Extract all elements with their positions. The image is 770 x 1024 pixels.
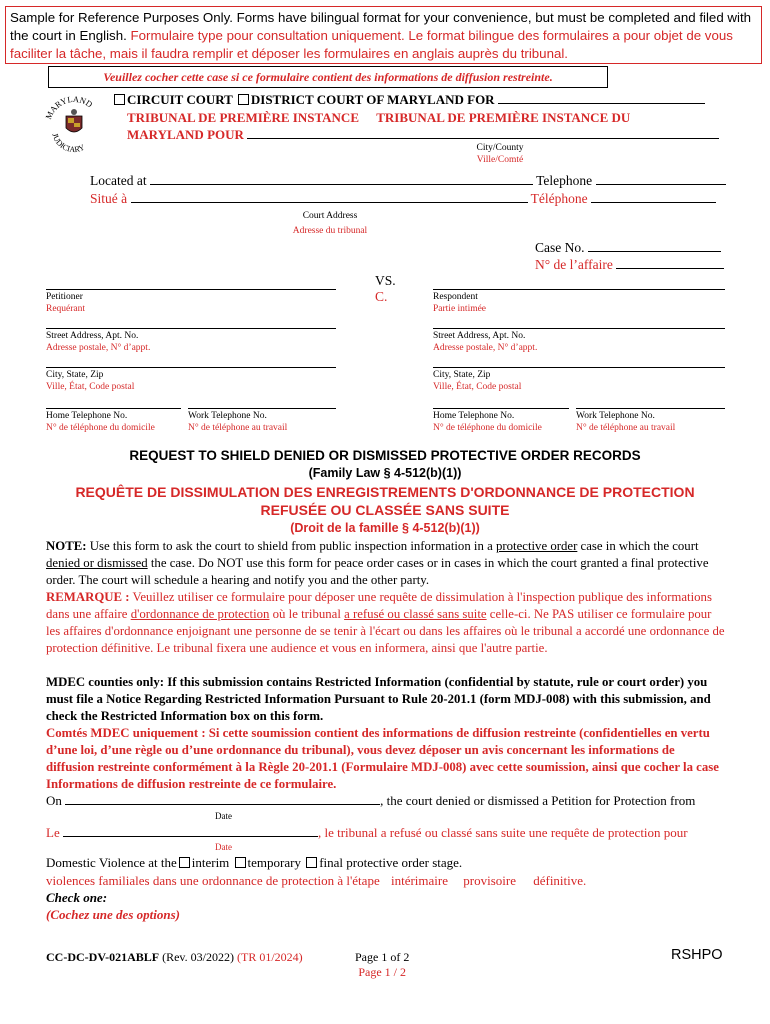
- le-rest-text: , le tribunal a refusé ou classé sans suite une requête de protection pour: [317, 825, 688, 840]
- form-title: REQUEST TO SHIELD DENIED OR DISMISSED PROTECTIVE ORDER RECORDS: [129, 448, 641, 463]
- petitioner-city-text-fr: Ville, État, Code postal: [46, 382, 135, 392]
- telephone-label-fr: Téléphone: [530, 191, 588, 206]
- form-id: CC-DC-DV-021ABLF: [46, 950, 160, 964]
- respondent-city-line[interactable]: [433, 367, 725, 368]
- petitioner-text: Petitioner: [46, 292, 83, 302]
- district-court-label: DISTRICT COURT OF MARYLAND FOR: [250, 92, 495, 107]
- temporary-label-fr: provisoire: [463, 873, 516, 888]
- seal-bottom-text: JUDICIARY: [50, 132, 86, 154]
- respondent-work-tel-text-fr: N° de téléphone au travail: [576, 423, 676, 433]
- dv-text: Domestic Violence at the: [46, 855, 177, 870]
- circuit-court-fr: TRIBUNAL DE PREMIÈRE INSTANCE: [127, 110, 359, 125]
- petitioner-street-text: Street Address, Apt. No.: [46, 331, 139, 341]
- respondent-work-tel-text: Work Telephone No.: [576, 411, 655, 421]
- final-checkbox[interactable]: [306, 857, 317, 868]
- vs-text: VS.: [375, 273, 396, 288]
- located-field[interactable]: [150, 184, 533, 185]
- case-no-row-fr: [535, 257, 724, 273]
- banner-english: Sample for Reference Purposes Only. Forms have bilingual format for your convenience, but must be completed and filed with the court in English.: [10, 10, 752, 43]
- respondent-text: Respondent: [433, 292, 478, 302]
- form-translation-rev: (TR 01/2024): [237, 950, 303, 964]
- located-row-fr: [90, 191, 716, 207]
- petitioner-home-tel-text: Home Telephone No.: [46, 411, 128, 421]
- located-row: [90, 173, 726, 189]
- respondent-street-label: [433, 330, 537, 354]
- petitioner-work-tel-text-fr: N° de téléphone au travail: [188, 423, 288, 433]
- banner-french: Formulaire type pour consultation uniquement. Le format bilingue des formulaires a pour objet de vous faciliter la tâche, mais il faudra remplir et déposer les formulaires en anglais auprès du tribunal.: [10, 28, 733, 61]
- temporary-checkbox[interactable]: [235, 857, 246, 868]
- petitioner-city-label: [46, 369, 134, 393]
- form-code: RSHPO: [671, 947, 723, 963]
- circuit-court-label: CIRCUIT COURT: [127, 92, 233, 107]
- note-fr-text-1: Veuillez utiliser ce formulaire pour déposer une requête de dissimulation à l'inspection publique des informations dans une affaire: [46, 590, 712, 621]
- respondent-street-text: Street Address, Apt. No.: [433, 331, 526, 341]
- seal-top-text: MARYLAND: [44, 93, 95, 121]
- court-address-label: [270, 210, 390, 237]
- page-number-text-fr: Page 1 / 2: [358, 965, 406, 979]
- petitioner-street-text-fr: Adresse postale, N° d’appt.: [46, 343, 151, 353]
- respondent-label: [433, 291, 486, 315]
- petitioner-text-fr: Requérant: [46, 304, 86, 314]
- note-paragraph: [46, 538, 726, 589]
- located-label-fr: Situé à: [90, 191, 128, 206]
- interim-label: interim: [191, 855, 230, 870]
- court-address-text-fr: Adresse du tribunal: [292, 226, 368, 236]
- case-no-label: Case No.: [535, 240, 585, 255]
- petitioner-name-line[interactable]: [46, 289, 336, 290]
- final-label: final protective order stage.: [319, 855, 463, 870]
- form-id-footer: [46, 950, 303, 965]
- petitioner-street-line[interactable]: [46, 328, 336, 329]
- form-law-citation: (Family Law § 4-512(b)(1)): [308, 466, 462, 480]
- mdec-paragraph: MDEC counties only: If this submission contains Restricted Information (confidential by statute, rule or court order) you must file a Notice Regarding Restricted Information Pursuant to Rule 20-201.1 (form MDJ-008) with this submission, and check the Restricted Information box on this form.: [46, 675, 711, 723]
- note-fr-text-2: où le tribunal: [272, 607, 341, 621]
- respondent-work-tel-label: [576, 410, 675, 434]
- respondent-home-tel-label: [433, 410, 542, 434]
- city-county-text: City/County: [476, 143, 524, 153]
- note-fr-underline-2: a refusé ou classé sans suite: [344, 607, 487, 621]
- telephone-field[interactable]: [596, 184, 726, 185]
- note-label: NOTE:: [46, 539, 87, 553]
- petitioner-home-tel-line[interactable]: [46, 408, 181, 409]
- note-text-2: case in which the court: [580, 539, 699, 553]
- note-fr-text-3: celle-ci. Ne PAS utiliser ce formulaire pour les affaires d'ordonnance enjoignant une personne de se tenir à l'écart ou dans les affaires où le tribunal a accordé une ordonnance de protection définitive. Le tribunal fixera une audience et vous en informera, ainsi que l'autre partie.: [46, 607, 725, 655]
- petitioner-city-line[interactable]: [46, 367, 336, 368]
- page-number: [355, 950, 409, 980]
- respondent-name-line[interactable]: [433, 289, 725, 290]
- court-fr-row: [127, 110, 630, 126]
- respondent-work-tel-line[interactable]: [576, 408, 725, 409]
- court-address-text: Court Address: [302, 211, 358, 221]
- respondent-street-line[interactable]: [433, 328, 725, 329]
- vs-text-fr: C.: [375, 289, 388, 304]
- maryland-fr-row: [127, 127, 719, 143]
- form-title-fr-2: REFUSÉE OU CLASSÉE SANS SUITE: [260, 502, 510, 518]
- on-date-label: Date: [215, 811, 232, 821]
- respondent-text-fr: Partie intimée: [433, 304, 487, 314]
- interim-label-fr: intérimaire: [390, 873, 448, 888]
- interim-checkbox[interactable]: [179, 857, 190, 868]
- page-number-text: Page 1 of 2: [355, 950, 410, 964]
- note-fr-underline-1: d'ordonnance de protection: [130, 607, 270, 621]
- final-label-fr: définitive.: [533, 873, 587, 888]
- note-text-1: Use this form to ask the court to shield from public inspection information in a: [89, 539, 493, 553]
- on-label: On: [46, 793, 62, 808]
- le-date-row: [46, 825, 688, 841]
- case-no-field[interactable]: [588, 251, 721, 252]
- circuit-court-checkbox[interactable]: [114, 94, 125, 105]
- city-county-label: [440, 142, 560, 166]
- respondent-city-label: [433, 369, 521, 393]
- form-title-fr-1: REQUÊTE DE DISSIMULATION DES ENREGISTREMENTS D'ORDONNANCE DE PROTECTION: [75, 484, 695, 500]
- court-select-row: [112, 92, 705, 108]
- mdec-paragraph-fr: Comtés MDEC uniquement : Si cette soumission contient des informations de diffusion restreinte (confidentielles en vertu d’une loi, d’une règle ou d’une ordonnance du tribunal), vous devez déposer un avis concernant les informations de diffusion restreinte conformément à la Règle 20-201.1 (Formulaire MDJ-008) avec cette soumission, ainsi que cocher la case Informations de diffusion restreinte de ce formulaire.: [46, 726, 719, 791]
- district-court-fr: TRIBUNAL DE PREMIÈRE INSTANCE DU: [376, 110, 631, 125]
- on-rest-text: , the court denied or dismissed a Petition for Protection from: [380, 793, 696, 808]
- telephone-field-fr[interactable]: [591, 202, 716, 203]
- le-label: Le: [46, 825, 60, 840]
- case-no-label-fr: N° de l’affaire: [535, 257, 613, 272]
- note-underline-1: protective order: [495, 539, 578, 553]
- denied-date-field-fr[interactable]: [63, 836, 318, 837]
- court-county-field-fr[interactable]: [247, 138, 719, 139]
- located-label: Located at: [90, 173, 147, 188]
- restricted-info-label: Veuillez cocher cette case si ce formulaire contient des informations de diffusion restreinte.: [103, 70, 553, 84]
- petitioner-home-tel-text-fr: N° de téléphone du domicile: [46, 423, 155, 433]
- located-field-fr[interactable]: [131, 202, 528, 203]
- versus-label: [375, 273, 396, 305]
- dv-stage-row-fr: [46, 873, 586, 889]
- petitioner-street-label: [46, 330, 150, 354]
- petitioner-city-text: City, State, Zip: [46, 370, 104, 380]
- note-paragraph-fr: [46, 589, 726, 657]
- check-one-label-fr: (Cochez une des options): [46, 907, 180, 922]
- petitioner-work-tel-line[interactable]: [188, 408, 336, 409]
- note-text-3: the case. Do NOT use this form for peace order cases or in cases in which the court granted a final protective order. The court will schedule a hearing and notify you and the other party.: [46, 556, 709, 587]
- note-underline-2: denied or dismissed: [46, 556, 148, 570]
- respondent-home-tel-text-fr: N° de téléphone du domicile: [433, 423, 542, 433]
- petitioner-work-tel-text: Work Telephone No.: [188, 411, 267, 421]
- petitioner-work-tel-label: [188, 410, 287, 434]
- dv-text-fr: violences familiales dans une ordonnance de protection à l'étape: [46, 873, 380, 888]
- petitioner-label: [46, 291, 85, 315]
- seal-icon: [44, 92, 104, 154]
- note-label-fr: REMARQUE :: [46, 590, 130, 604]
- respondent-street-text-fr: Adresse postale, N° d’appt.: [433, 343, 538, 353]
- svg-text:JUDICIARY: [50, 132, 86, 154]
- maryland-judiciary-seal: [44, 92, 104, 154]
- temporary-label: temporary: [247, 855, 301, 870]
- form-revision: (Rev. 03/2022): [162, 950, 234, 964]
- le-date-label: Date: [215, 842, 232, 852]
- respondent-home-tel-text: Home Telephone No.: [433, 411, 515, 421]
- respondent-city-text-fr: Ville, État, Code postal: [433, 382, 522, 392]
- petitioner-home-tel-label: [46, 410, 155, 434]
- respondent-city-text: City, State, Zip: [433, 370, 491, 380]
- maryland-pour: MARYLAND POUR: [127, 127, 244, 142]
- reference-banner: [5, 6, 762, 64]
- form-law-citation-fr: (Droit de la famille § 4-512(b)(1)): [290, 521, 480, 535]
- telephone-label: Telephone: [536, 173, 593, 188]
- dv-stage-row: [46, 855, 462, 871]
- case-no-row: [535, 240, 721, 256]
- check-one-label: Check one:: [46, 890, 108, 905]
- district-court-checkbox[interactable]: [238, 94, 249, 105]
- denied-date-field[interactable]: [65, 804, 380, 805]
- respondent-home-tel-line[interactable]: [433, 408, 569, 409]
- restricted-info-checkbox[interactable]: [48, 66, 608, 88]
- case-no-field-fr[interactable]: [616, 268, 724, 269]
- city-county-text-fr: Ville/Comté: [476, 155, 524, 165]
- court-county-field[interactable]: [498, 103, 705, 104]
- on-date-row: [46, 793, 695, 809]
